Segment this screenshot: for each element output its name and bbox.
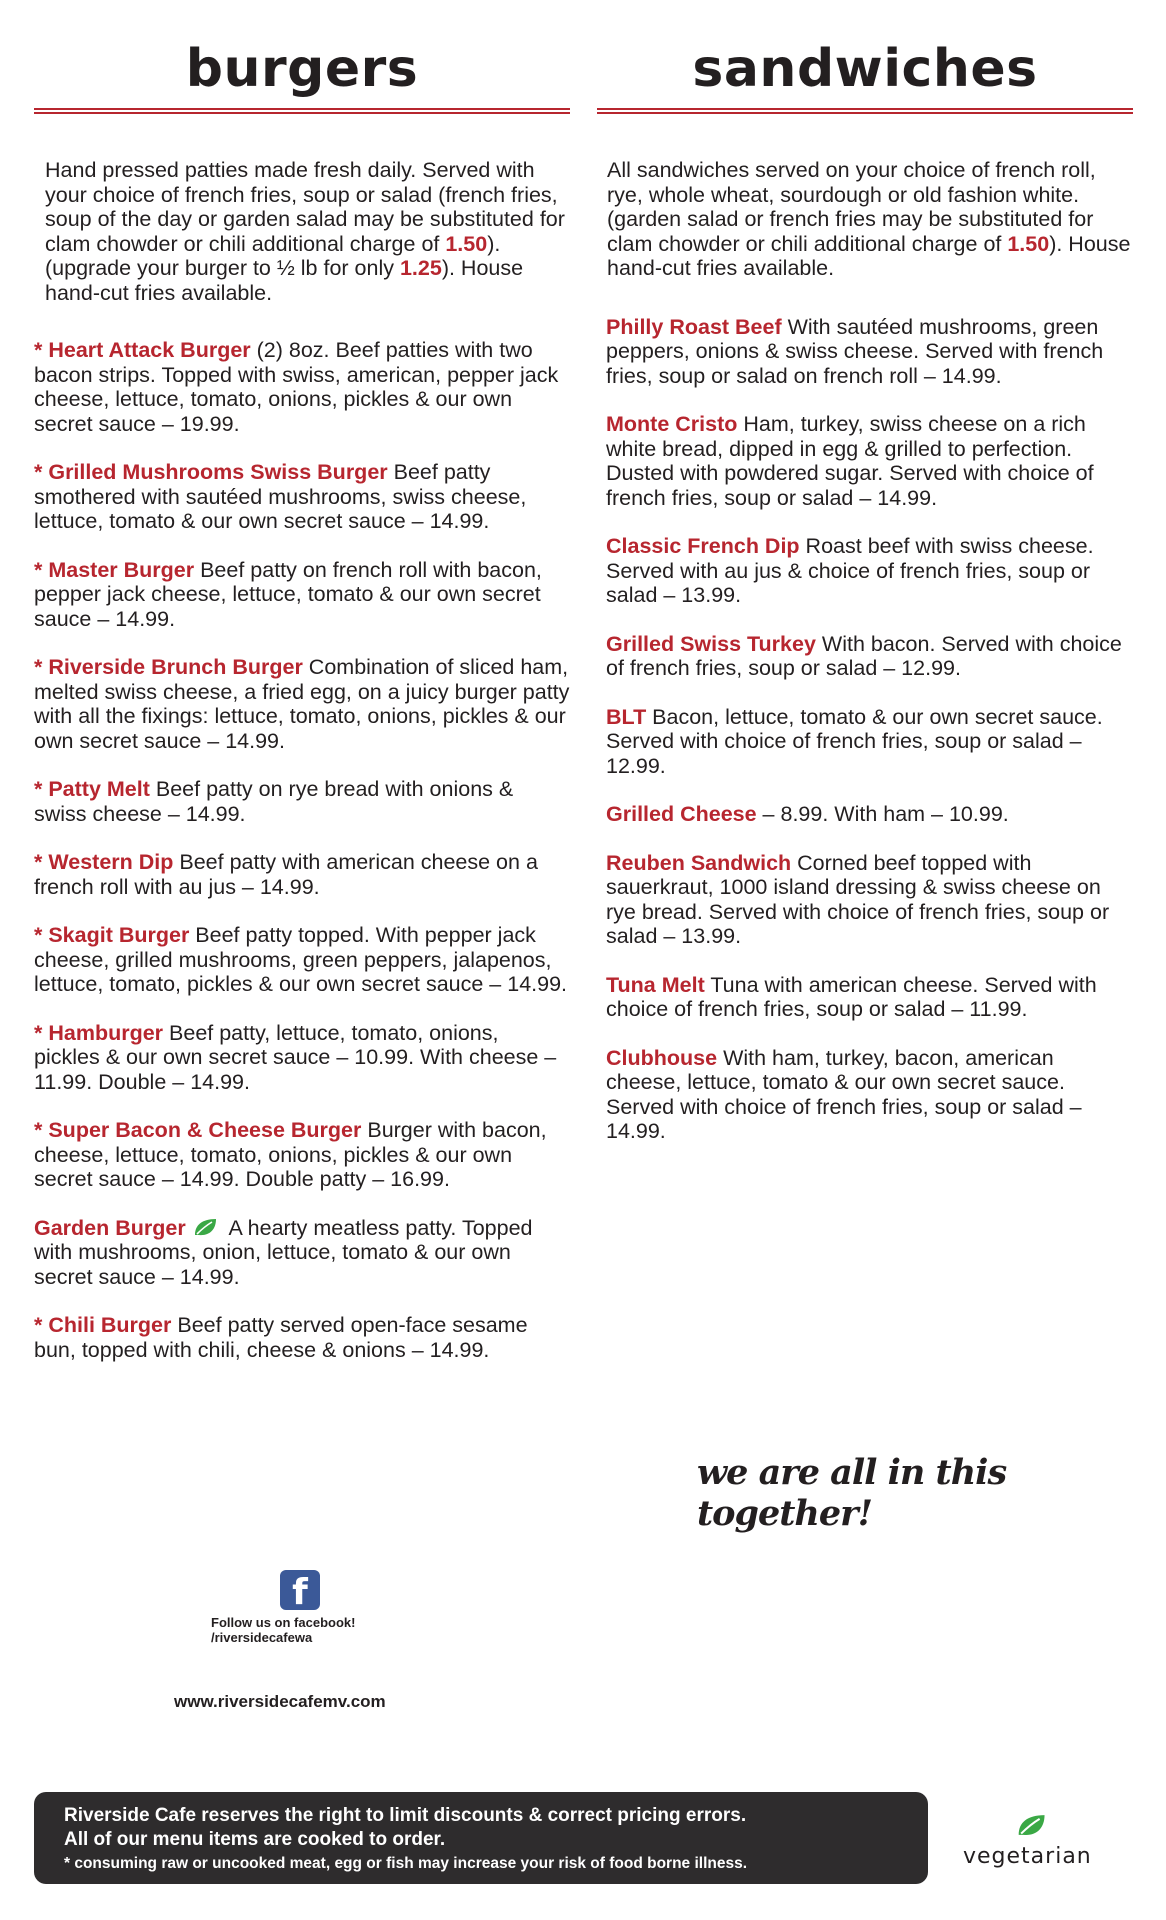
burgers-intro [34,158,570,305]
menu-item-desc: Bacon, lettuce, tomato & our own secret sauce. Served with choice of french fries, soup or salad – 12.99. [606,704,1103,778]
menu-item-grilled-swiss-turkey [597,632,1133,681]
burgers-intro-text: ). House hand-cut fries available. [45,256,524,305]
burgers-upgrade-price: 1.25 [399,256,442,280]
menu-item-super-bacon-cheese-burger [34,1118,570,1192]
sandwiches-column [597,0,1133,1144]
disclaimer-line: Riverside Cafe reserves the right to limit discounts & correct pricing errors. [64,1805,747,1826]
menu-item-name: * Grilled Mushrooms Swiss Burger [34,460,388,484]
menu-item-desc: – 8.99. With ham – 10.99. [756,802,1009,826]
menu-item-name: * Riverside Brunch Burger [34,655,303,679]
menu-item-grilled-cheese [597,802,1133,827]
sandwiches-intro-price: 1.50 [1007,231,1050,256]
facebook-follow[interactable] [211,1615,355,1645]
menu-item-name: * Master Burger [34,557,195,582]
sandwiches-intro-text: ). House hand-cut fries available. [607,231,1131,280]
leaf-icon [192,1217,218,1237]
menu-item-desc: A hearty meatless patty. Topped with mushrooms, onion, lettuce, tomato & our own secret sauce – 14.99. [34,1215,533,1289]
menu-item-name: * Skagit Burger [34,923,190,947]
facebook-icon[interactable]: f [280,1570,320,1610]
menu-item-name: Grilled Swiss Turkey [606,631,816,656]
menu-item-desc: Burger with bacon, cheese, lettuce, tomato, onions, pickles & our own secret sauce – 14.99. Double patty – 16.99. [34,1118,547,1191]
menu-item-western-dip [34,850,570,899]
menu-item-patty-melt [34,777,570,826]
menu-item-desc: Beef patty smothered with sautéed mushrooms, swiss cheese, lettuce, tomato & our own secret sauce – 14.99. [34,460,527,533]
menu-item-tuna-melt [597,973,1133,1022]
menu-item-desc: With sautéed mushrooms, green peppers, onions & swiss cheese. Served with french fries, soup or salad on french roll – 14.99. [606,314,1104,388]
sandwiches-intro-text: All sandwiches served on your choice of french roll, rye, whole wheat, sourdough or old fashion white. (garden salad or french fries may be substituted for clam chowder or chili additional charge of [607,158,1096,256]
menu-item-name: * Patty Melt [34,777,150,801]
burgers-intro-text: ). (upgrade your burger to ½ lb for only [45,231,501,280]
menu-item-master-burger [34,558,570,632]
menu-item-reuben-sandwich [597,851,1133,949]
menu-item-desc: Corned beef topped with sauerkraut, 1000 island dressing & swiss cheese on rye bread. Served with choice of french fries, soup or salad – 13.99. [606,850,1110,948]
facebook-handle: /riversidecafewa [211,1630,313,1645]
menu-item-desc: Beef patty served open-face sesame bun, topped with chili, cheese & onions – 14.99. [34,1313,528,1362]
burgers-column [34,0,570,1362]
menu-item-name: Monte Cristo [606,412,738,436]
menu-item-name: Reuben Sandwich [606,850,792,875]
facebook-follow-text: Follow us on facebook! [211,1615,356,1630]
menu-item-heart-attack-burger [34,338,570,436]
disclaimer-warning: * consuming raw or uncooked meat, egg or fish may increase your risk of food borne illness. [64,1855,748,1872]
burgers-heading: burgers [185,39,419,99]
menu-item-grilled-mushrooms-swiss-burger [34,460,570,534]
menu-item-chili-burger [34,1313,570,1362]
sandwiches-heading: sandwiches [692,39,1038,99]
menu-item-garden-burger [34,1216,570,1290]
menu-item-classic-french-dip [597,534,1133,608]
website-link[interactable]: www.riversidecafemv.com [174,1692,386,1711]
menu-item-desc: Roast beef with swiss cheese. Served with au jus & choice of french fries, soup or salad – 13.99. [606,534,1094,607]
menu-item-name: * Super Bacon & Cheese Burger [34,1118,362,1142]
sandwiches-intro [597,158,1133,281]
menu-item-name: Tuna Melt [606,972,705,997]
slogan: we are all in this together! [697,1452,1007,1534]
menu-item-desc: Combination of sliced ham, melted swiss cheese, a fried egg, on a juicy burger patty with all the fixings: lettuce, tomato, onions, pickles & our own secret sauce – 14.99. [34,655,570,753]
burgers-intro-text: Hand pressed patties made fresh daily. Served with your choice of french fries, soup or salad (french fries, soup of the day or garden salad may be substituted for clam chowder or chili additional charge of [45,158,565,256]
menu-item-riverside-brunch-burger [34,655,570,753]
menu-item-name: * Heart Attack Burger [34,338,251,362]
menu-item-hamburger [34,1021,570,1095]
menu-item-clubhouse [597,1046,1133,1144]
menu-item-desc: (2) 8oz. Beef patties with two bacon strips. Topped with swiss, american, pepper jack cheese, lettuce, tomato, onions, pickles & our own secret sauce – 19.99. [34,338,559,436]
menu-item-desc: Tuna with american cheese. Served with choice of french fries, soup or salad – 11.99. [606,972,1097,1021]
menu-item-monte-cristo [597,412,1133,510]
menu-item-blt [597,705,1133,779]
menu-item-name: * Western Dip [34,850,174,874]
menu-item-philly-roast-beef [597,315,1133,389]
menu-item-desc: Beef patty on french roll with bacon, pepper jack cheese, lettuce, tomato & our own secret sauce – 14.99. [34,557,542,631]
leaf-icon [1015,1812,1047,1838]
menu-item-name: * Hamburger [34,1020,164,1045]
vegetarian-legend-label: vegetarian [963,1844,1092,1869]
menu-item-desc: Ham, turkey, swiss cheese on a rich white bread, dipped in egg & grilled to perfection. Dusted with powdered sugar. Served with choice of french fries, soup or salad – 14.99. [606,412,1094,510]
menu-item-name: Garden Burger [34,1215,186,1240]
menu-item-skagit-burger [34,923,570,997]
menu-item-name: Clubhouse [606,1045,718,1070]
burgers-intro-price: 1.50 [445,231,488,256]
menu-item-desc: Beef patty with american cheese on a french roll with au jus – 14.99. [34,850,538,899]
burgers-divider [34,108,570,114]
menu-item-name: Philly Roast Beef [606,314,782,339]
sandwiches-divider [597,108,1133,114]
menu-item-desc: Beef patty on rye bread with onions & swiss cheese – 14.99. [34,777,514,826]
menu-item-name: Classic French Dip [606,534,800,558]
menu-item-desc: With ham, turkey, bacon, american cheese, lettuce, tomato & our own secret sauce. Served with choice of french fries, soup or salad – 14.99. [606,1045,1082,1143]
disclaimer-box [34,1792,928,1884]
menu-item-desc: Beef patty topped. With pepper jack cheese, grilled mushrooms, green peppers, jalapenos, lettuce, tomato, pickles & our own secret sauce – 14.99. [34,923,568,996]
menu-item-desc: Beef patty, lettuce, tomato, onions, pickles & our own secret sauce – 10.99. With cheese – 11.99. Double – 14.99. [34,1020,557,1094]
disclaimer-line: All of our menu items are cooked to order. [64,1829,446,1850]
menu-item-name: * Chili Burger [34,1313,172,1337]
menu-item-name: BLT [606,704,647,729]
menu-item-name: Grilled Cheese [606,802,757,826]
menu-item-desc: With bacon. Served with choice of french fries, soup or salad – 12.99. [606,631,1122,680]
